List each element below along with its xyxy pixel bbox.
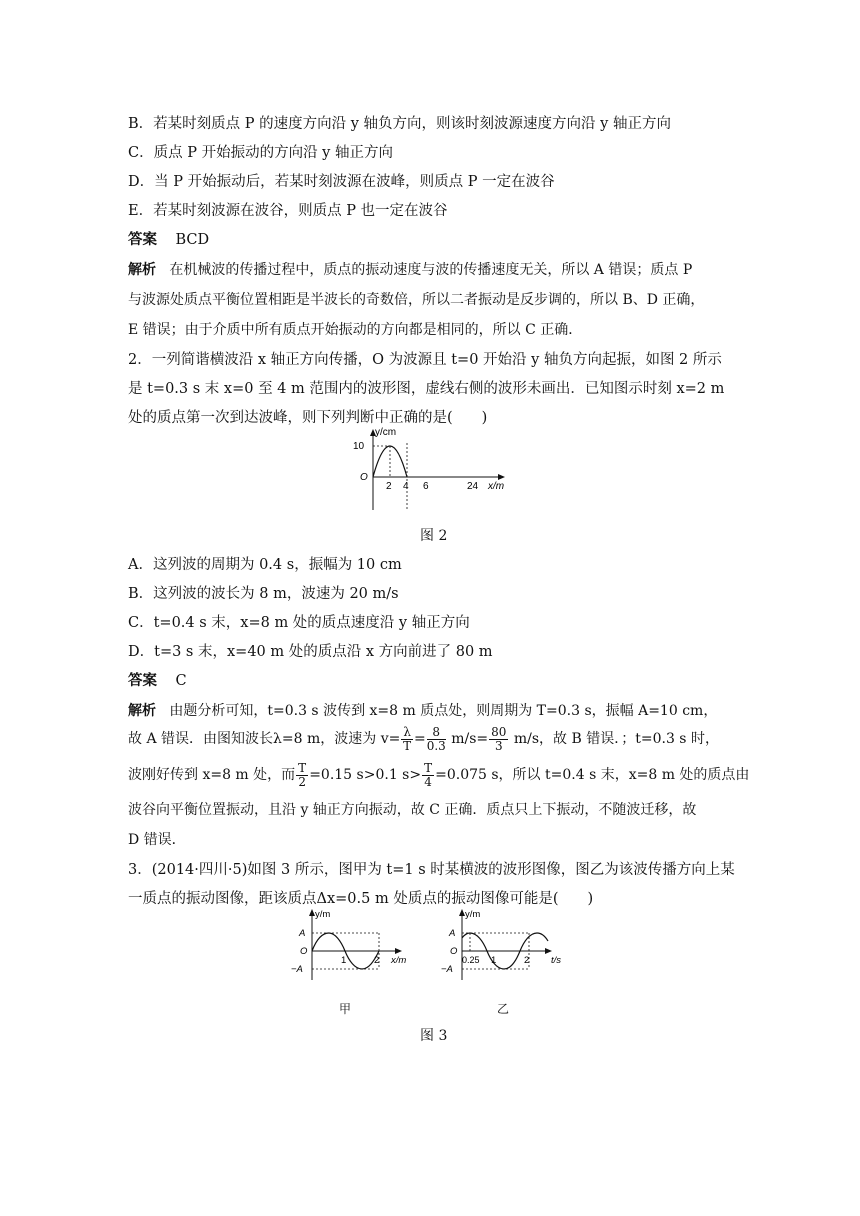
fig2-xlabel: x/m: [488, 481, 505, 492]
q2-stem-line1: 2．一列简谐横波沿 x 轴正方向传播，O 为波源且 t=0 开始沿 y 轴负方向起振，如图 2 所示: [128, 352, 722, 368]
fig3-left-neg-a: −A: [291, 964, 303, 975]
frac-den: T: [403, 738, 412, 753]
q1-option-e: E．若某时刻波源在波谷，则质点 P 也一定在波谷: [128, 203, 448, 219]
fig3-right-origin: O: [450, 946, 458, 957]
fig2-ylabel: y/cm: [375, 427, 397, 438]
fig2-x-tick-2: 2: [386, 481, 392, 492]
q2-analysis-line3: [128, 760, 749, 790]
text-seg: =: [413, 731, 426, 747]
frac-num: T: [424, 760, 433, 775]
text-seg: m/s，故 B 错误．；t=0.3 s 时，: [509, 731, 719, 747]
fig3-right-tick-2: 2: [524, 955, 530, 966]
fig3-right-a: A: [449, 928, 456, 939]
fig3-left-origin: O: [300, 946, 308, 957]
q1-option-b: B．若某时刻质点 P 的速度方向沿 y 轴负方向，则该时刻波源速度方向沿 y 轴正方向: [128, 116, 671, 132]
q2-stem-line3: 处的质点第一次到达波峰，则下列判断中正确的是( ): [128, 410, 488, 426]
fraction-t-over-2: [296, 762, 308, 789]
q2-analysis-line1: [128, 701, 717, 721]
answer-label: 答案: [128, 672, 157, 689]
fig2-x-tick-4: 4: [403, 481, 409, 492]
fig3-left-tick-1: 1: [341, 955, 347, 966]
q1-answer: [128, 230, 209, 250]
frac-den: 4: [424, 774, 432, 789]
fig3-right-ylabel: y/m: [465, 909, 481, 920]
analysis-text: 在机械波的传播过程中，质点的振动速度与波的传播速度无关，所以 A 错误；质点 P: [169, 262, 693, 278]
fraction-8-over-0.3: [427, 726, 446, 753]
q2-option-d: D．t=3 s 末，x=40 m 处的质点沿 x 方向前进了 80 m: [128, 644, 493, 660]
text-seg: =0.15 s>0.1 s>: [309, 767, 422, 783]
figure-3-left-wave-graph: [285, 905, 425, 985]
fig3-right-label: 乙: [497, 1002, 510, 1016]
analysis-label: 解析: [128, 703, 156, 719]
fig3-right-tick-0.25: 0.25: [462, 955, 480, 965]
figure-3-caption: 图 3: [420, 1028, 448, 1044]
q2-analysis-line2: [128, 724, 719, 754]
q2-option-c: C．t=0.4 s 末，x=8 m 处的质点速度沿 y 轴正方向: [128, 615, 470, 631]
fraction-80-over-3: [489, 726, 508, 753]
fig3-left-ylabel: y/m: [315, 909, 331, 920]
fig3-left-xlabel: x/m: [391, 955, 407, 966]
figure-2-wave-graph: [345, 425, 515, 515]
text-seg: 故 A 错误．由图知波长λ=8 m，波速为 v=: [128, 731, 401, 747]
fig3-left-tick-2: 2: [374, 955, 380, 966]
q2-analysis-line4: 波谷向平衡位置振动，且沿 y 轴正方向振动，故 C 正确．质点只上下振动，不随波迁移，故: [128, 802, 697, 818]
q1-option-d: D．当 P 开始振动后，若某时刻波源在波峰，则质点 P 一定在波谷: [128, 174, 555, 190]
fig2-y-tick: 10: [353, 441, 365, 452]
answer-value: BCD: [175, 232, 210, 248]
frac-den: 3: [494, 738, 503, 753]
answer-label: 答案: [128, 231, 157, 248]
fig3-right-tick-1: 1: [491, 955, 497, 966]
fig3-left-label: 甲: [339, 1002, 352, 1016]
frac-den: 0.3: [426, 738, 446, 753]
q1-analysis-line1: [128, 260, 692, 280]
fig3-right-neg-a: −A: [441, 964, 453, 975]
text-seg: m/s=: [446, 731, 489, 747]
q3-stem-line2: 一质点的振动图像，距该质点Δx=0.5 m 处质点的振动图像可能是( ): [128, 891, 594, 907]
fig3-right-xlabel: t/s: [551, 955, 562, 966]
analysis-label: 解析: [128, 262, 156, 278]
fig2-origin: O: [360, 472, 368, 483]
frac-num: λ: [403, 724, 411, 739]
q2-stem-line2: 是 t=0.3 s 末 x=0 至 4 m 范围内的波形图，虚线右侧的波形未画出．已知图示时刻 x=2 m: [128, 381, 725, 397]
q2-analysis-line5: D 错误．: [128, 832, 186, 848]
answer-value: C: [175, 673, 187, 689]
fig2-x-tick-24: 24: [467, 481, 479, 492]
q2-option-b: B．这列波的波长为 8 m，波速为 20 m/s: [128, 586, 399, 602]
q1-option-c: C．质点 P 开始振动的方向沿 y 轴正方向: [128, 145, 393, 161]
fig2-x-tick-6: 6: [423, 481, 429, 492]
text-seg: 波刚好传到 x=8 m 处，而: [128, 767, 296, 783]
q2-option-a: A．这列波的周期为 0.4 s，振幅为 10 cm: [128, 557, 402, 573]
q2-answer: [128, 671, 187, 691]
fig3-left-a: A: [299, 928, 306, 939]
figure-3-right-vibration-graph: [435, 905, 575, 985]
q3-stem-line1: 3．(2014·四川·5)如图 3 所示，图甲为 t=1 s 时某横波的波形图像，图乙为该波传播方向上某: [128, 862, 735, 878]
figure-2-caption: 图 2: [420, 528, 448, 544]
q1-analysis-line3: E 错误；由于介质中所有质点开始振动的方向都是相同的，所以 C 正确．: [128, 322, 583, 338]
frac-num: 8: [427, 726, 446, 740]
text-seg: =0.075 s，所以 t=0.4 s 末，x=8 m 处的质点由: [435, 767, 750, 783]
frac-den: 2: [298, 774, 306, 789]
fraction-lambda-over-t: [401, 726, 413, 753]
frac-num: 80: [491, 724, 507, 739]
fraction-t-over-4: [422, 762, 434, 789]
frac-num: T: [298, 760, 307, 775]
analysis-text: 由题分析可知，t=0.3 s 波传到 x=8 m 质点处，则周期为 T=0.3 s，振幅 A=10 cm，: [169, 703, 718, 719]
q1-analysis-line2: 与波源处质点平衡位置相距是半波长的奇数倍，所以二者振动是反步调的，所以 B、D 正确，: [128, 292, 705, 308]
